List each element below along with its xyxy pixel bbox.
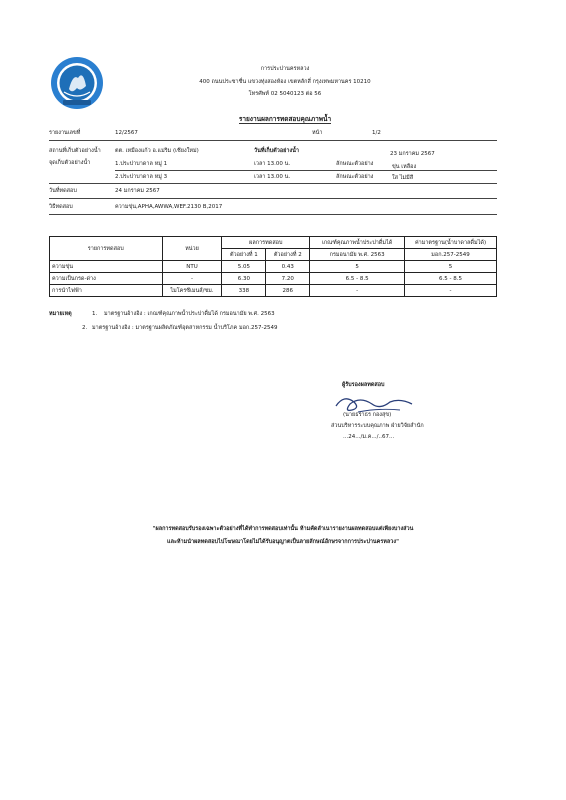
- cell-std2: -: [405, 285, 497, 297]
- reporter-label: ผู้รับรองผลทดสอบ: [342, 382, 385, 388]
- note-1-number: 1.: [92, 311, 98, 317]
- site-value: ตต. เหมืองแก้ว อ.แม่ริม (เชียงใหม่): [115, 148, 199, 154]
- report-no-label: รายงานเลขที่: [49, 130, 81, 136]
- cell-sample-1: 338: [222, 285, 266, 297]
- header-std1-ref: กรมอนามัย พ.ศ. 2563: [310, 249, 405, 261]
- disclaimer-line-1: "ผลการทดสอบรับรองเฉพาะตัวอย่างที่ได้ทำการทดสอบเท่านั้น ห้ามคัดลำเนารายงานผลทดสอบแต่เพียงบางส่วน: [152, 526, 414, 532]
- header-item: รายการทดสอบ: [50, 237, 163, 261]
- cell-item: ความเป็นกรด-ด่าง: [50, 273, 163, 285]
- method-label: วิธีทดสอบ: [49, 204, 73, 210]
- cell-std1: 5: [310, 261, 405, 273]
- header-unit: หน่วย: [162, 237, 222, 261]
- header-std1: เกณฑ์คุณภาพน้ำประปาดื่มได้: [310, 237, 405, 249]
- notes-label: หมายเหตุ: [49, 311, 72, 317]
- cell-std1: 6.5 - 8.5: [310, 273, 405, 285]
- cell-sample-2: 7.20: [266, 273, 310, 285]
- signer-name: (นายธราธร กองสุข): [343, 412, 392, 418]
- header-sample-2: ตัวอย่างที่ 2: [266, 249, 310, 261]
- cell-std1: -: [310, 285, 405, 297]
- divider: [115, 170, 497, 171]
- mwa-seal-icon: [50, 56, 104, 110]
- signer-position: ส่วนบริหารระบบคุณภาพ ฝ่ายวิจัยสำนัก: [331, 423, 424, 429]
- cell-sample-2: 286: [266, 285, 310, 297]
- cell-sample-1: 5.05: [222, 261, 266, 273]
- org-name: การประปานครหลวง: [260, 66, 310, 72]
- page-number: 1/2: [372, 130, 381, 136]
- divider: [49, 140, 497, 141]
- cell-item: ความขุ่น: [50, 261, 163, 273]
- report-title: รายงานผลการทดสอบคุณภาพน้ำ: [238, 115, 332, 123]
- results-table: [49, 236, 497, 297]
- char-2: ใส ไม่มีสี: [392, 175, 414, 181]
- page-label: หน้า: [312, 130, 323, 136]
- test-date-label: วันที่ทดสอบ: [49, 188, 77, 194]
- table-row: [50, 273, 497, 285]
- time-2: เวลา 13.00 น.: [254, 174, 291, 180]
- divider: [49, 183, 497, 184]
- sample-date-label: วันที่เก็บตัวอย่างน้ำ: [254, 148, 299, 154]
- cell-std2: 6.5 - 8.5: [405, 273, 497, 285]
- sign-date: ...24.../ม.ค.../..67...: [343, 434, 395, 440]
- note-2-number: 2.: [82, 325, 88, 331]
- disclaimer-line-2: และห้ามนำผลทดสอบไปโฆษณาโดยไม่ได้รับอนุญาตเป็นลายลักษณ์อักษรจากการประปานครหลวง": [167, 539, 399, 545]
- char-1: ขุ่น เหลือง: [392, 164, 417, 170]
- cell-item: การนำไฟฟ้า: [50, 285, 163, 297]
- table-header-row: [50, 237, 497, 249]
- cell-sample-2: 0.43: [266, 261, 310, 273]
- org-address: 400 ถนนประชาชื่น แขวงทุ่งสองห้อง เขตหลักสี่ กรุงเทพมหานคร 10210: [199, 79, 371, 85]
- point-1: 1.ประปาบาดาล หมู่ 1: [115, 161, 168, 167]
- site-label: สถานที่เก็บตัวอย่างน้ำ: [49, 148, 101, 154]
- time-1: เวลา 13.00 น.: [254, 161, 291, 167]
- header-std2: ค่ามาตรฐาน(น้ำบาดาลดื่มได้): [405, 237, 497, 249]
- char-2-label: ลักษณะตัวอย่าง: [336, 174, 374, 180]
- char-1-label: ลักษณะตัวอย่าง: [336, 161, 374, 167]
- table-row: [50, 261, 497, 273]
- note-1: มาตรฐานอ้างอิง : เกณฑ์คุณภาพน้ำประปาดื่มได้ กรมอนามัย พ.ศ. 2563: [104, 311, 275, 317]
- method-value: ความขุ่น,APHA,AWWA,WEF.2130 B,2017: [115, 204, 223, 210]
- header-result: ผลการทดสอบ: [222, 237, 310, 249]
- cell-sample-1: 6.30: [222, 273, 266, 285]
- divider: [49, 214, 497, 215]
- divider: [49, 198, 497, 199]
- cell-unit: NTU: [162, 261, 222, 273]
- table-row: [50, 285, 497, 297]
- test-date: 24 มกราคม 2567: [115, 188, 160, 194]
- point-label: จุดเก็บตัวอย่างน้ำ: [49, 160, 91, 166]
- point-2: 2.ประปาบาดาล หมู่ 3: [115, 174, 168, 180]
- cell-std2: 5: [405, 261, 497, 273]
- letterhead: [120, 66, 450, 98]
- note-2: มาตรฐานอ้างอิง : มาตรฐานผลิตภัณฑ์อุตสาหกรรม น้ำบริโภค มอก.257-2549: [92, 325, 278, 331]
- report-no: 12/2567: [115, 130, 138, 136]
- header-std2-ref: มอก.257-2549: [405, 249, 497, 261]
- mwa-logo: [50, 56, 104, 110]
- cell-unit: -: [162, 273, 222, 285]
- org-phone: โทรศัพท์ 02 5040123 ต่อ 56: [248, 91, 322, 97]
- sample-date: 23 มกราคม 2567: [390, 151, 435, 157]
- cell-unit: ไมโครซีเมนส์/ซม.: [162, 285, 222, 297]
- header-sample-1: ตัวอย่างที่ 1: [222, 249, 266, 261]
